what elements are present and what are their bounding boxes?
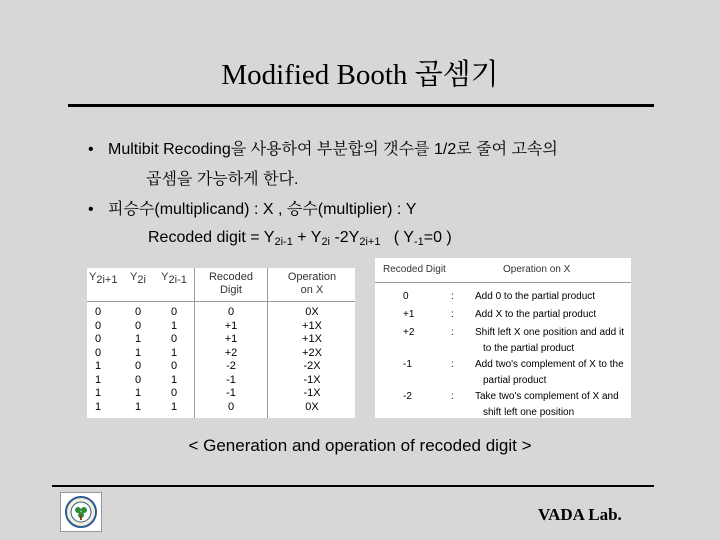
separator: : (451, 327, 454, 338)
table-cell: 0X (305, 400, 319, 413)
formula-sub: 2i (321, 236, 330, 248)
bullet-2-text: 피승수(multiplicand) : X , 승수(multiplier) : Y (108, 201, 417, 218)
table-cell: 1 (170, 319, 178, 332)
table-cell: 0 (227, 400, 235, 413)
separator: : (451, 291, 454, 302)
operation-text: Take two's complement of X and (475, 391, 619, 402)
bullet-dot: • (88, 201, 94, 218)
operation-text: Add two's complement of X to the (475, 359, 624, 370)
table-cell: 0 (134, 306, 142, 318)
operation-text: shift left one position (483, 407, 575, 418)
formula-minus: -2Y (330, 229, 360, 246)
recoded-digit: -2 (403, 391, 412, 402)
table-cell: 1 (170, 400, 178, 413)
table-cell: 1 (95, 387, 102, 399)
table-cell: 0 (95, 333, 102, 345)
table-cell: 0 (170, 306, 178, 318)
recoded-digit: +2 (403, 327, 415, 338)
figure-caption: < Generation and operation of recoded digit > (188, 436, 532, 455)
table-row (87, 334, 355, 345)
bullet-1-line-2: 곱셈을 가능하게 한다. (146, 171, 299, 188)
header-operation: Operation on X (287, 271, 337, 296)
header-operation-on-x: Operation on X (503, 264, 571, 275)
title-rule (68, 104, 654, 107)
table-divider (375, 282, 631, 283)
formula-sub: 2i+1 (359, 236, 381, 248)
recoded-digit: 0 (403, 291, 409, 302)
table-divider (87, 301, 355, 302)
table-cell: +1X (302, 319, 322, 332)
table-cell: 0 (170, 333, 178, 345)
table-cell: 1 (134, 400, 142, 413)
operation-table (375, 258, 631, 418)
footer-label: VADA Lab. (538, 505, 622, 524)
table-cell: 1 (134, 387, 142, 399)
header-y2i1: Y2i+1 (89, 271, 118, 286)
table-cell: 0 (95, 306, 102, 318)
formula-sub: -1 (413, 236, 424, 248)
table-cell: 0 (95, 319, 102, 332)
table-row (87, 348, 355, 359)
table-cell: +2 (224, 346, 238, 359)
table-cell: 0 (227, 306, 235, 318)
table-row (87, 402, 355, 413)
table-cell: 1 (134, 346, 142, 359)
slide-title: Modified Booth 곱셈기 (221, 59, 499, 91)
table-row (87, 388, 355, 399)
operation-text: partial product (483, 375, 547, 386)
formula-cond-tail: =0 ) (423, 229, 452, 246)
formula-cond: ( Y (380, 229, 414, 246)
recoded-digit: -1 (403, 359, 412, 370)
university-seal-icon (60, 492, 102, 532)
bullet-dot: • (88, 141, 94, 158)
header-recoded-digit: Recoded Digit (383, 264, 446, 275)
formula-sub: 2i-1 (274, 236, 293, 248)
table-cell: 0 (170, 360, 178, 372)
footer-rule (52, 485, 654, 487)
table-cell: +1 (224, 333, 238, 345)
table-cell: 1 (95, 400, 102, 413)
table-cell: -2 (226, 360, 236, 372)
separator: : (451, 309, 454, 320)
table-cell: -1 (226, 373, 236, 386)
recoded-digit: +1 (403, 309, 415, 320)
bullet-item-1 (88, 140, 558, 160)
header-y2i: Y2i (130, 271, 146, 286)
table-cell: 1 (95, 373, 102, 386)
table-row (87, 361, 355, 372)
recoding-truth-table (87, 268, 355, 418)
header-y2i-1: Y2i-1 (161, 271, 187, 286)
table-row (87, 375, 355, 386)
table-cell: -1X (303, 373, 321, 386)
table-cell: 1 (95, 360, 102, 372)
operation-text: to the partial product (483, 343, 575, 354)
table-cell: 0 (134, 319, 142, 332)
table-cell: 0 (134, 360, 142, 372)
table-cell: +2X (302, 346, 322, 359)
table-cell: 0X (305, 306, 319, 318)
separator: : (451, 391, 454, 402)
table-cell: 1 (170, 373, 178, 386)
table-cell: -2X (303, 360, 321, 372)
table-cell: 0 (95, 346, 102, 359)
table-cell: 0 (134, 373, 142, 386)
table-cell: -1 (226, 387, 236, 399)
table-row (87, 321, 355, 332)
formula-plus: + Y (292, 229, 322, 246)
table-cell: 1 (134, 333, 142, 345)
separator: : (451, 359, 454, 370)
table-cell: -1X (303, 387, 321, 399)
table-row (87, 307, 355, 318)
operation-text: Add 0 to the partial product (475, 291, 596, 302)
table-cell: 1 (170, 346, 178, 359)
table-cell: 0 (170, 387, 178, 399)
bullet-item-2 (88, 200, 416, 220)
operation-text: Add X to the partial product (475, 309, 597, 320)
bullet-1-line-1: Multibit Recoding을 사용하여 부분합의 갯수를 1/2로 줄여 고속의 (108, 141, 558, 158)
table-cell: +1X (302, 333, 322, 345)
formula-lead: Recoded digit = Y (148, 229, 275, 246)
header-recoded-digit: Recoded Digit (208, 271, 254, 296)
formula (148, 228, 452, 252)
operation-text: Shift left X one position and add it (475, 327, 624, 338)
table-cell: +1 (224, 319, 238, 332)
